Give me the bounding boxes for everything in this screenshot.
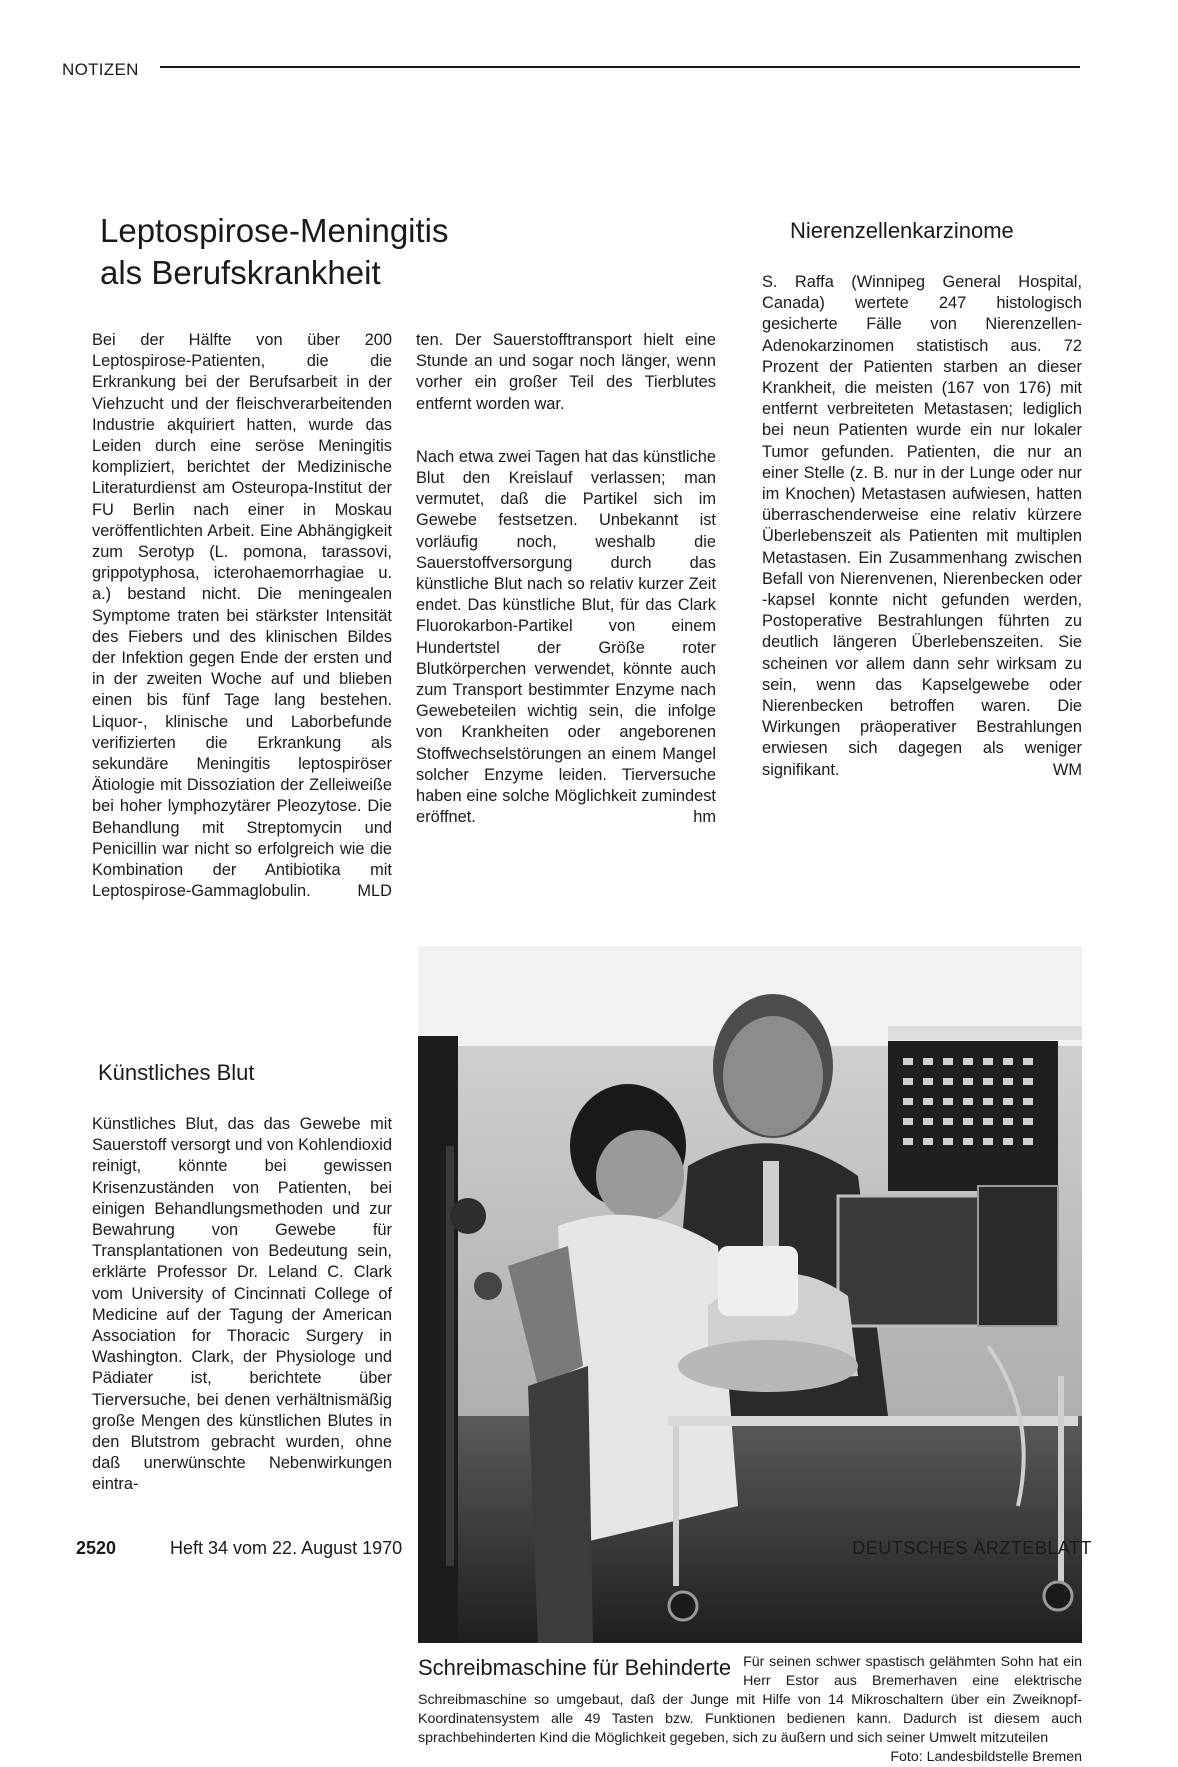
article3-body (762, 272, 1082, 781)
article1-text: Bei der Hälfte von über 200 Leptospirose-Patienten, die die Erkrankung bei der Berufsarbeit in der Viehzucht und der fleischverarbeitenden Industrie akquiriert hatten, wurde das Leiden durch eine seröse Meningitis kompliziert, berichtet der Medizinische Literaturdienst am Osteuropa-Institut der FU Berlin nach einer in Moskau veröffentlichten Arbeit. Eine Abhängigkeit zum Serotyp (L. pomona, tarassovi, grippotyphosa, icterohaemorrhagiae u. a.) bestand nicht. Die meningealen Symptome traten bei stärkster Intensität des Fiebers und des klinischen Bildes der Infektion gegen Ende der ersten und in der zweiten Woche auf und blieben einen bis fünf Tage lang bestehen. Liquor-, klinische und Laborbefunde verifizierten die Erkrankung als sekundäre Meningitis leptospiröser Ätiologie mit Dissoziation der Zelleiweiße bei hoher lymphozytärer Pleozytose. Die Behandlung mit Streptomycin und Penicillin war nicht so erfolgreich wie die Kombination der Antibiotika mit Leptospirose-Gammaglobulin. (92, 331, 392, 901)
issue-info: Heft 34 vom 22. August 1970 (170, 1538, 403, 1558)
article3-signature: WM (1052, 760, 1082, 779)
caption-title: Schreibmaschine für Behinderte (418, 1655, 732, 1680)
article2-title: Künstliches Blut (98, 1060, 255, 1085)
journal-name: DEUTSCHES ÄRZTEBLATT (852, 1538, 1092, 1558)
caption-text: Für seinen schwer spastisch gelähmten Sohn hat ein Herr Estor aus Bremerhaven eine elektrische Schreibmaschine so umgebaut, daß der Junge mit Hilfe von 14 Mikroschaltern über ein Zweiknopf-Koordinatensystem alle 49 Tasten bzw. Funktionen bedienen kann. Dadurch ist diesem auch sprachbehinderten Kind die Möglichkeit gegeben, sich zu äußern und sich seiner Umwelt mitzuteilen (418, 1654, 1082, 1746)
photo-caption (418, 1653, 1082, 1767)
header-rule (160, 66, 1080, 68)
section-label: NOTIZEN (62, 60, 139, 79)
article2-col2-paragraph2: Nach etwa zwei Tagen hat das künstliche Blut den Kreislauf verlassen; man vermutet, daß die Partikel sich im Gewebe festsetzen. Unbekannt ist vorläufig noch, weshalb die Sauerstoffversorgung durch das künstliche Blut nach so relativ kurzer Zeit endet. Das künstliche Blut, für das Clark Fluorokarbon-Partikel von einem Hundertstel der Größe roter Blutkörperchen verwendet, könnte auch zum Transport bestimmter Enzyme nach Gewebeteilen wichtig sein, die infolge von Krankheiten oder angeborenen Stoffwechselstörungen an einem Mangel solcher Enzyme leiden. Tierversuche haben eine solche Möglichkeit zumindest eröffnet. (416, 447, 716, 827)
title-line-2: als Berufskrankheit (100, 254, 381, 291)
article1-body (92, 330, 392, 902)
article2-col1-text: Künstliches Blut, das das Gewebe mit Sauerstoff versorgt und von Kohlendioxid reinigt, könnte bei gewissen Krisenzuständen von Patienten, bei einigen Behandlungsmethoden und zur Bewahrung von Gewebe für Transplantationen von Bedeutung sein, erklärte Professor Dr. Leland C. Clark vom University of Cincinnati College of Medicine auf der Tagung der American Association for Thoracic Surgery in Washington. Clark, der Physiologe und Pädiater ist, berichtete über Tierversuche, bei denen verhältnismäßig große Mengen des künstlichen Blutes in den Blutstrom gebracht wurden, ohne daß unerwünschte Nebenwirkungen eintra- (92, 1115, 392, 1494)
article2-signature: hm (693, 808, 716, 827)
article3-text: S. Raffa (Winnipeg General Hospital, Canada) wertete 247 histologisch gesicherte Fälle von Nierenzellen-Adenokarzinomen statistisch aus. 72 Prozent der Patienten starben an dieser Krankheit, die meisten (167 von 176) mit entfernt verbreiteten Metastasen; lediglich bei neun Patienten wurde ein nur lokaler Tumor gefunden. Patienten, die nur an einer Stelle (z. B. nur in der Lunge oder nur im Knochen) Metastasen aufwiesen, hatten überraschenderweise eine relativ kürzere Überlebenszeit als Patienten mit multiplen Metastasen. Ein Zusammenhang zwischen Befall von Nierenvenen, Nierenbecken oder -kapsel konnte nicht gefunden werden, Postoperative Bestrahlungen führten zu deutlich längeren Überlebenszeiten. Sie scheinen vor allem dann sehr wirksam zu sein, wenn das Kapselgewebe oder Nierenbecken betroffen waren. Die Wirkungen präoperativer Bestrahlungen erwiesen sich dagegen als weniger signifikant. (762, 273, 1082, 779)
article1-signature: MLD (357, 882, 392, 901)
article3-title: Nierenzellenkarzinome (790, 218, 1014, 243)
page-number: 2520 (76, 1538, 117, 1558)
photo-credit: Foto: Landesbildstelle Bremen (890, 1749, 1082, 1765)
article2-continuation (416, 330, 716, 828)
title-line-1: Leptospirose-Meningitis (100, 212, 449, 249)
article2-body (92, 1114, 392, 1496)
article2-col2-paragraph1: ten. Der Sauerstofftransport hielt eine Stunde an und sogar noch länger, wenn vorher ein großer Teil des Tierblutes entfernt worden war. (416, 331, 716, 413)
article-title-leptospirose (100, 210, 449, 294)
